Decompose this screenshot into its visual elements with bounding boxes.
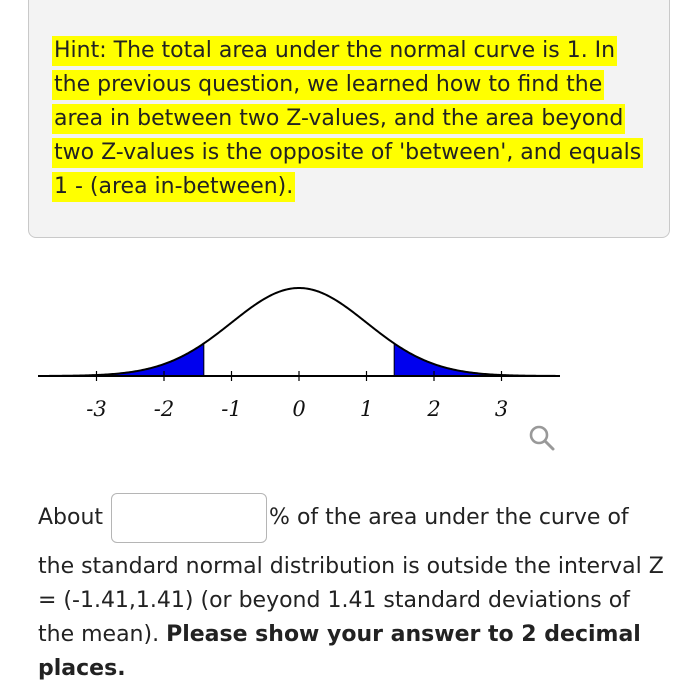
x-tick-label: 1 [359, 397, 374, 421]
question-body-text: the standard normal distribution is outside the interval Z = (-1.41,1.41) (or beyond 1.41 standard deviations of the mean). [38, 554, 664, 647]
percent-answer-input[interactable] [111, 493, 267, 543]
percent-suffix: % of the area under the curve of [269, 505, 629, 530]
x-tick-label: -3 [86, 397, 107, 421]
left-tail-region [49, 343, 204, 376]
x-tick-label: -1 [221, 397, 242, 421]
hint-highlight: Hint: The total area under the normal curve is 1. In the previous question, we learned how to find the area in between two Z-values, and the area beyond two Z-values is the opposite of 'between', and equals 1 - (area in-between). [52, 36, 643, 202]
question-body [38, 550, 668, 686]
question-block [38, 492, 668, 686]
x-tick-label: 3 [494, 397, 509, 421]
x-tick-label: 2 [427, 397, 441, 421]
normal-curve [49, 288, 555, 376]
question-first-line [38, 488, 668, 548]
normal-curve-svg [0, 270, 700, 450]
about-label: About [38, 505, 104, 530]
magnifier-icon[interactable] [528, 424, 556, 452]
normal-curve-chart [0, 270, 700, 450]
hint-text [52, 34, 642, 204]
right-tail-region [394, 343, 555, 376]
instruction-text: Please show your answer to 2 decimal places. [38, 622, 641, 681]
x-tick-label: -2 [153, 397, 175, 421]
x-tick-label: 0 [292, 397, 306, 421]
